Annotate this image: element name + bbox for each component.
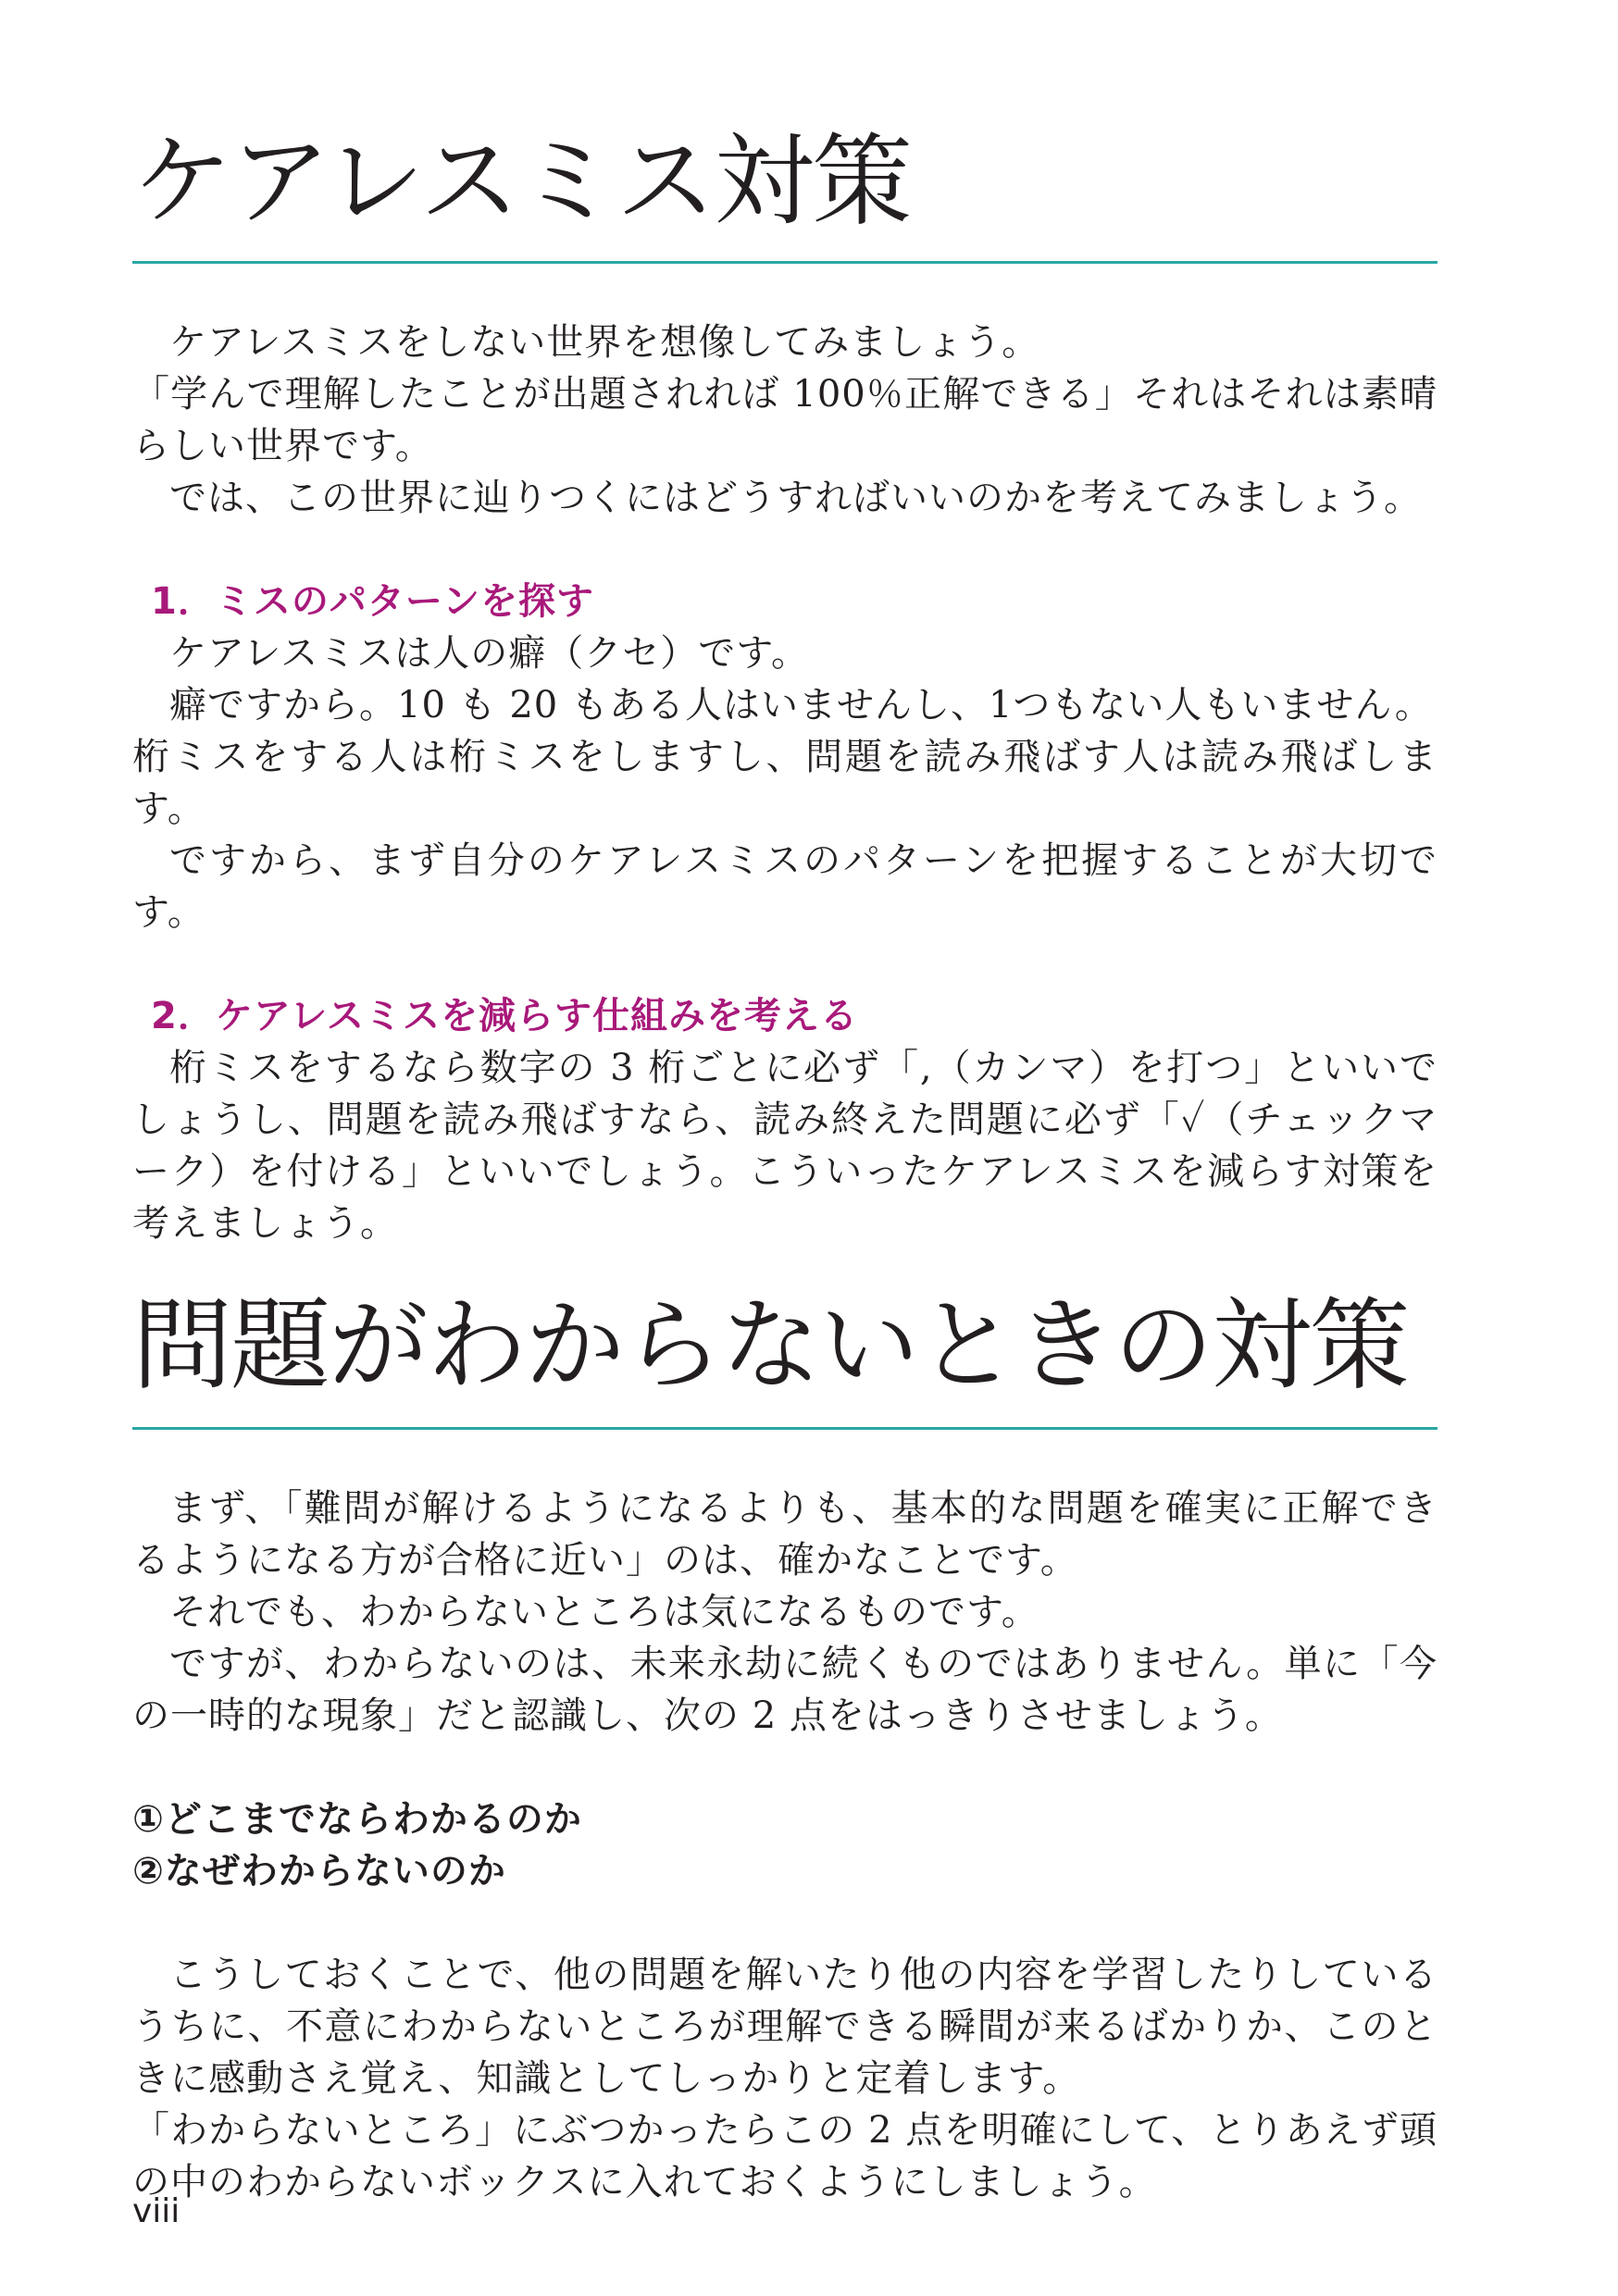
key-point: ①どこまでならわかるのか	[132, 1798, 582, 1841]
paragraph: 「学んで理解したことが出題されれば 100％正解できる」それはそれは素晴らしい世界です。	[132, 373, 1438, 467]
sub-heading-find-pattern: 1．ミスのパターンを探す	[151, 580, 595, 623]
paragraph: 「わからないところ」にぶつかったらこの 2 点を明確にして、とりあえず頭の中のわからないボックスに入れておくようにしましょう。	[132, 2109, 1438, 2203]
section-title-careless-mistakes: ケアレスミス対策	[132, 124, 911, 240]
paragraph: まず、「難問が解けるようになるよりも、基本的な問題を確実に正解できるようになる方が合格に近い」のは、確かなことです。	[132, 1487, 1438, 1582]
paragraph: ケアレスミスは人の癖（クセ）です。	[169, 632, 809, 675]
paragraph: 桁ミスをする人は桁ミスをしますし、問題を読み飛ばす人は読み飛ばします。	[132, 736, 1438, 830]
paragraph: ケアレスミスをしない世界を想像してみましょう。	[169, 321, 1040, 364]
paragraph: こうしておくことで、他の問題を解いたり他の内容を学習したりしているうちに、不意にわからないところが理解できる瞬間が来るばかりか、このときに感動さえ覚え、知識としてしっかりと定着します。	[132, 1954, 1438, 2100]
paragraph: ですから、まず自分のケアレスミスのパターンを把握することが大切です。	[132, 839, 1438, 934]
paragraph: それでも、わからないところは気になるものです。	[169, 1591, 1039, 1633]
paragraph: では、この世界に辿りつくにはどうすればいいのかを考えてみましょう。	[169, 477, 1422, 519]
paragraph: 癖ですから。10 も 20 もある人はいませんし、1つもない人もいません。	[169, 684, 1433, 726]
page-content	[132, 0, 1438, 2208]
page-number: viii	[132, 2192, 180, 2230]
key-point: ②なぜわからないのか	[132, 1850, 506, 1893]
section-title-unknown-problems: 問題がわからないときの対策	[132, 1288, 1409, 1404]
paragraph: 桁ミスをするなら数字の 3 桁ごとに必ず「,（カンマ）を打つ」といいでしょうし、問題を読み飛ばすなら、読み終えた問題に必ず「✓（チェックマーク）を付ける」といいでしょう。こういったケアレスミスを減らす対策を考えましょう。	[132, 1047, 1438, 1245]
sub-heading-reduce-mistakes: 2．ケアレスミスを減らす仕組みを考える	[151, 995, 859, 1037]
paragraph: ですが、わからないのは、未来永劫に続くものではありません。単に「今の一時的な現象」だと認識し、次の 2 点をはっきりさせましょう。	[132, 1643, 1438, 1737]
